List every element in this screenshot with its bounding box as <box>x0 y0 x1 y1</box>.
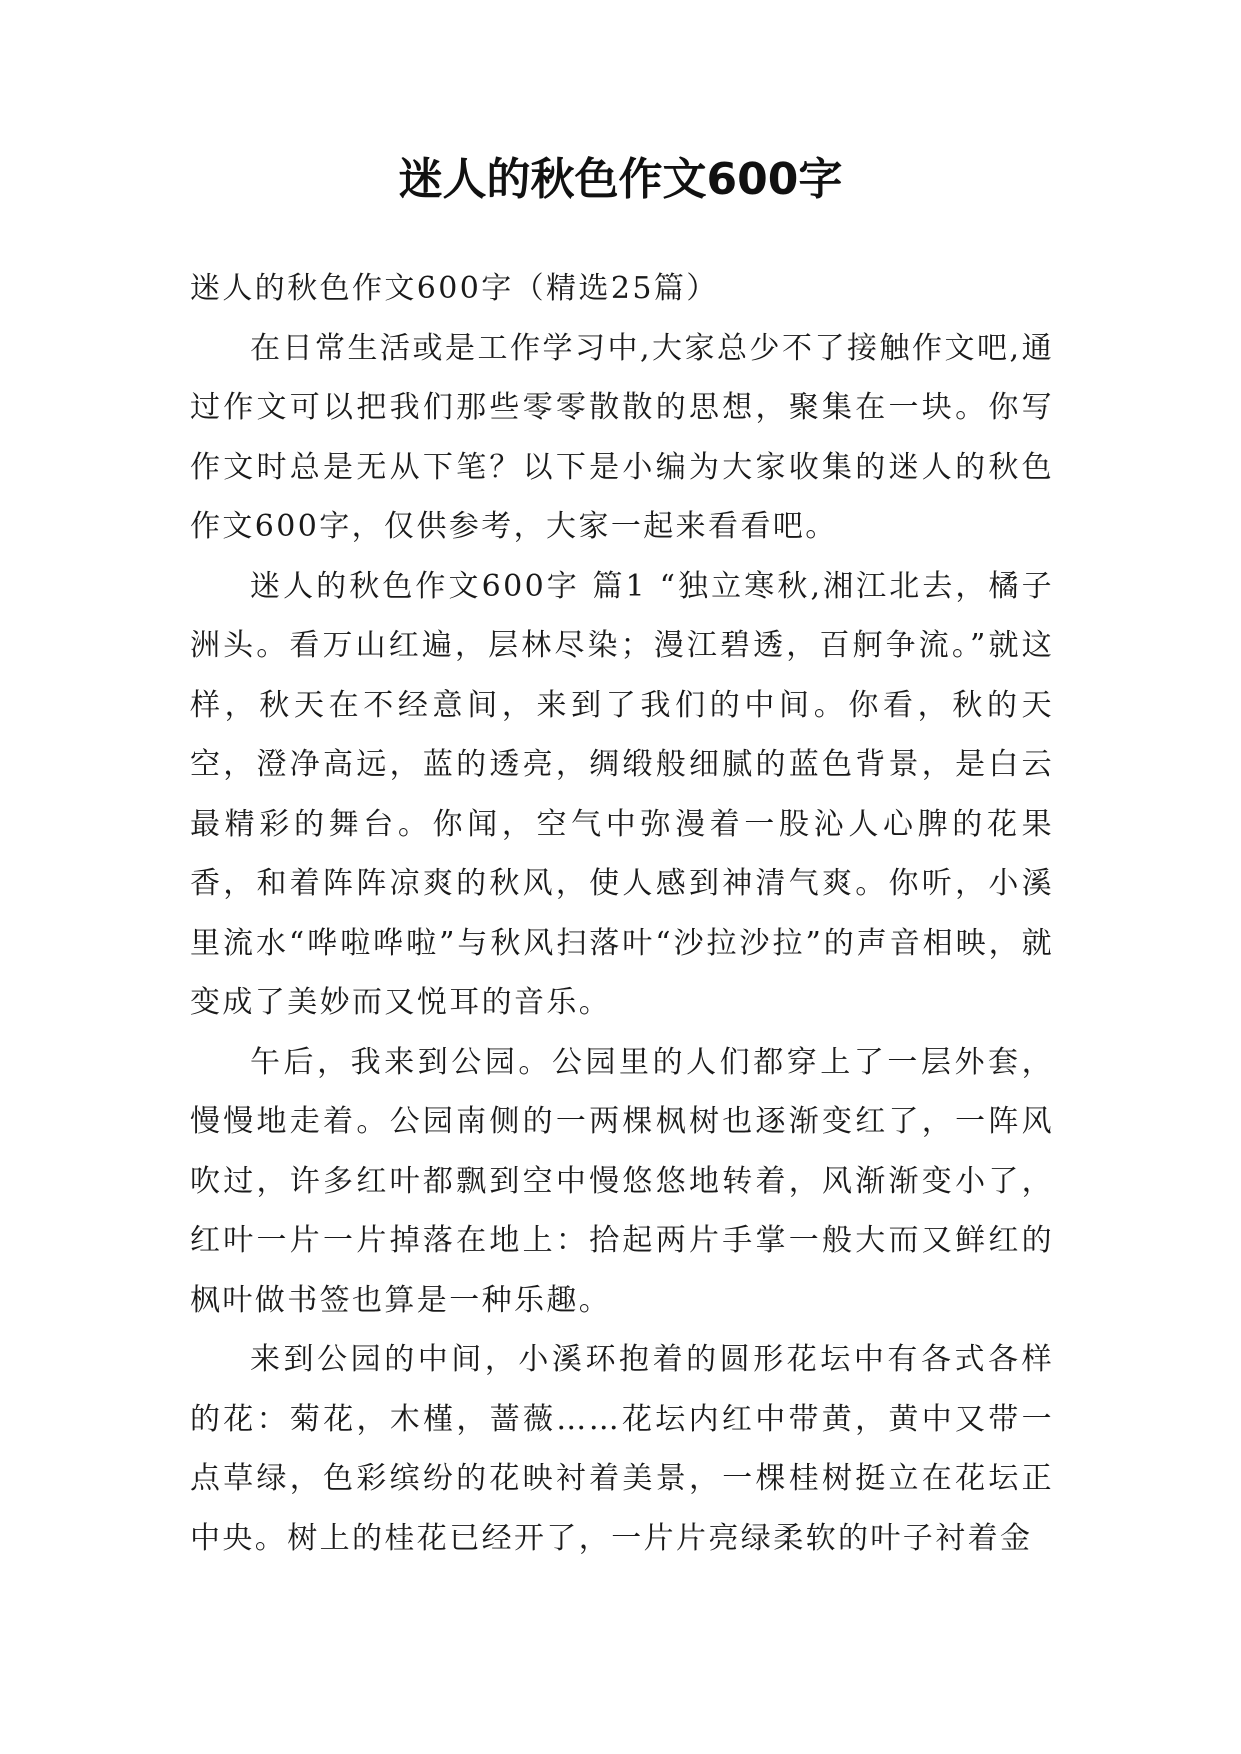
intro-paragraph: 在日常生活或是工作学习中,大家总少不了接触作文吧,通过作文可以把我们那些零零散散的思想，聚集在一块。你写作文时总是无从下笔？以下是小编为大家收集的迷人的秋色作文600字，仅供参考，大家一起来看看吧。 <box>190 330 1054 544</box>
essay-paragraph-2: 午后，我来到公园。公园里的人们都穿上了一层外套，慢慢地走着。公园南侧的一两棵枫树也逐渐变红了，一阵风吹过，许多红叶都飘到空中慢悠悠地转着，风渐渐变小了，红叶一片一片掉落在地上：拾起两片手掌一般大而又鲜红的枫叶做书签也算是一种乐趣。 <box>190 1044 1054 1318</box>
document-body <box>190 259 1054 1568</box>
document-title: 迷人的秋色作文600字 <box>398 154 843 205</box>
essay-paragraph-1: 迷人的秋色作文600字 篇1 “独立寒秋,湘江北去，橘子洲头。看万山红遍，层林尽染；漫江碧透，百舸争流。”就这样，秋天在不经意间，来到了我们的中间。你看，秋的天空，澄净高远，蓝的透亮，绸缎般细腻的蓝色背景，是白云最精彩的舞台。你闻，空气中弥漫着一股沁人心脾的花果香，和着阵阵凉爽的秋风，使人感到神清气爽。你听，小溪里流水“哗啦哗啦”与秋风扫落叶“沙拉沙拉”的声音相映，就变成了美妙而又悦耳的音乐。 <box>190 568 1054 1020</box>
subtitle-paragraph: 迷人的秋色作文600字（精选25篇） <box>190 271 719 306</box>
essay-paragraph-3: 来到公园的中间，小溪环抱着的圆形花坛中有各式各样的花：菊花，木槿，蔷薇……花坛内红中带黄，黄中又带一点草绿，色彩缤纷的花映衬着美景，一棵桂树挺立在花坛正中央。树上的桂花已经开了，一片片亮绿柔软的叶子衬着金 <box>190 1342 1054 1556</box>
